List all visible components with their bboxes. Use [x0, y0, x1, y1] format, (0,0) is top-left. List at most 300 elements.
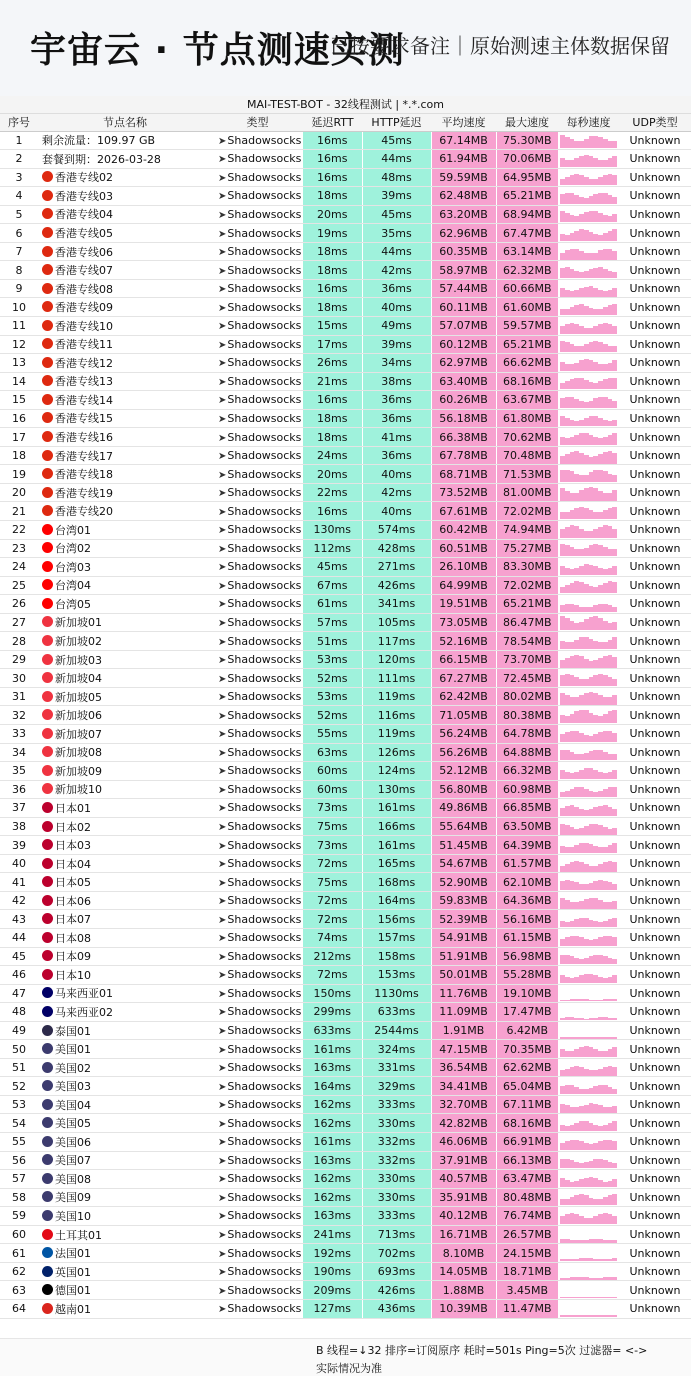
flag-hk-icon — [42, 190, 53, 201]
send-arrow-icon: ➤ — [218, 395, 227, 407]
rtt-latency: 163ms — [303, 1058, 362, 1077]
sparkline-bars — [560, 1004, 617, 1020]
node-name — [38, 1040, 212, 1059]
udp-type: Unknown — [619, 1225, 691, 1244]
udp-type: Unknown — [619, 1077, 691, 1096]
sparkline-bars — [560, 466, 617, 482]
sparkline-bars — [560, 893, 617, 909]
sparkline-bar — [612, 1216, 617, 1224]
node-name — [38, 298, 212, 317]
node-type — [212, 929, 303, 948]
avg-speed: 51.91MB — [431, 947, 496, 966]
send-arrow-icon: ➤ — [218, 896, 227, 908]
rtt-latency: 61ms — [303, 595, 362, 614]
flag-us-icon — [42, 1043, 53, 1054]
flag-de-icon — [42, 1284, 53, 1295]
flag-hk-icon — [42, 394, 53, 405]
node-type-text: Shadowsocks — [227, 949, 302, 963]
rtt-latency: 162ms — [303, 1170, 362, 1189]
node-name — [38, 187, 212, 206]
send-arrow-icon: ➤ — [218, 284, 227, 296]
http-latency: 271ms — [362, 558, 431, 577]
node-type-text: Shadowsocks — [227, 523, 302, 537]
per-second-speed-chart — [558, 799, 619, 818]
avg-speed: 73.05MB — [431, 613, 496, 632]
flag-hk-icon — [42, 264, 53, 275]
sparkline-bar — [612, 1297, 617, 1298]
flag-hk-icon — [42, 208, 53, 219]
rtt-latency: 164ms — [303, 1077, 362, 1096]
max-speed: 67.47MB — [496, 224, 558, 243]
table-row — [0, 650, 691, 669]
rtt-latency: 73ms — [303, 799, 362, 818]
sparkline-bar — [612, 1106, 617, 1112]
rtt-latency: 16ms — [303, 502, 362, 521]
sparkline-bar — [612, 433, 617, 445]
max-speed: 70.35MB — [496, 1040, 558, 1059]
sparkline-bars — [560, 1097, 617, 1113]
node-name — [38, 1262, 212, 1281]
sparkline-bars — [560, 967, 617, 983]
node-name-text: 香港专线20 — [55, 505, 113, 519]
node-name — [38, 762, 212, 781]
table-row — [0, 984, 691, 1003]
row-index: 5 — [0, 205, 38, 224]
node-type — [212, 187, 303, 206]
sparkline-bar — [612, 1277, 617, 1280]
row-index: 14 — [0, 372, 38, 391]
udp-type: Unknown — [619, 1170, 691, 1189]
node-name-text: 日本05 — [55, 876, 91, 890]
node-type — [212, 613, 303, 632]
node-name-text: 日本07 — [55, 913, 91, 927]
udp-type: Unknown — [619, 168, 691, 187]
node-type-text: Shadowsocks — [227, 393, 302, 407]
per-second-speed-chart — [558, 446, 619, 465]
per-second-speed-chart — [558, 1040, 619, 1059]
table-row — [0, 1133, 691, 1152]
rtt-latency: 57ms — [303, 613, 362, 632]
node-type — [212, 632, 303, 651]
sparkline-bars — [560, 652, 617, 668]
http-latency: 40ms — [362, 298, 431, 317]
sparkline-bar — [612, 901, 617, 909]
sparkline-bar — [612, 1121, 617, 1131]
avg-speed: 16.71MB — [431, 1225, 496, 1244]
send-arrow-icon: ➤ — [218, 636, 227, 648]
node-type — [212, 150, 303, 169]
avg-speed: 67.14MB — [431, 131, 496, 150]
max-speed: 62.32MB — [496, 261, 558, 280]
row-index: 29 — [0, 650, 38, 669]
node-name — [38, 1114, 212, 1133]
http-latency: 35ms — [362, 224, 431, 243]
node-name-text: 台湾01 — [55, 523, 91, 537]
sparkline-bars — [560, 503, 617, 519]
node-type-text: Shadowsocks — [227, 1228, 302, 1242]
speed-test-table-container — [0, 96, 691, 1319]
node-name — [38, 391, 212, 410]
node-name-text: 新加坡04 — [55, 672, 102, 686]
node-name — [38, 335, 212, 354]
udp-type: Unknown — [619, 391, 691, 410]
row-index: 6 — [0, 224, 38, 243]
node-name-text: 新加坡09 — [55, 764, 102, 778]
node-name-text: 日本08 — [55, 931, 91, 945]
per-second-speed-chart — [558, 706, 619, 725]
sparkline-bars — [560, 169, 617, 185]
col-header-name: 节点名称 — [38, 114, 212, 131]
avg-speed: 1.91MB — [431, 1021, 496, 1040]
avg-speed: 64.99MB — [431, 576, 496, 595]
sparkline-bar — [612, 288, 617, 296]
row-index: 51 — [0, 1058, 38, 1077]
row-index: 53 — [0, 1095, 38, 1114]
flag-us-icon — [42, 1062, 53, 1073]
node-name — [38, 1244, 212, 1263]
node-type-text: Shadowsocks — [227, 1116, 302, 1130]
send-arrow-icon: ➤ — [218, 376, 227, 388]
table-row — [0, 242, 691, 261]
node-name-text: 新加坡02 — [55, 635, 102, 649]
send-arrow-icon: ➤ — [218, 1081, 227, 1093]
udp-type: Unknown — [619, 1262, 691, 1281]
node-name-text: 台湾05 — [55, 597, 91, 611]
node-name — [38, 1170, 212, 1189]
node-type-text: Shadowsocks — [227, 1098, 302, 1112]
per-second-speed-chart — [558, 780, 619, 799]
http-latency: 116ms — [362, 706, 431, 725]
avg-speed: 56.80MB — [431, 780, 496, 799]
node-name — [38, 150, 212, 169]
sparkline-bar — [612, 175, 617, 185]
avg-speed: 54.67MB — [431, 854, 496, 873]
speed-test-table — [0, 114, 691, 1319]
node-name-text: 美国06 — [55, 1135, 91, 1149]
node-type-text: Shadowsocks — [227, 671, 302, 685]
avg-speed: 63.40MB — [431, 372, 496, 391]
node-type — [212, 409, 303, 428]
http-latency: 39ms — [362, 187, 431, 206]
row-index: 47 — [0, 984, 38, 1003]
http-latency: 48ms — [362, 168, 431, 187]
http-latency: 330ms — [362, 1114, 431, 1133]
node-name-text: 香港专线19 — [55, 486, 113, 500]
rtt-latency: 16ms — [303, 168, 362, 187]
sparkline-bars — [560, 1152, 617, 1168]
row-index: 26 — [0, 595, 38, 614]
max-speed: 86.47MB — [496, 613, 558, 632]
node-type — [212, 1114, 303, 1133]
send-arrow-icon: ➤ — [218, 970, 227, 982]
udp-type: Unknown — [619, 706, 691, 725]
send-arrow-icon: ➤ — [218, 1174, 227, 1186]
sparkline-bars — [560, 744, 617, 760]
node-name — [38, 725, 212, 744]
send-arrow-icon: ➤ — [218, 747, 227, 759]
flag-hk-icon — [42, 375, 53, 386]
http-latency: 120ms — [362, 650, 431, 669]
node-name — [38, 966, 212, 985]
row-index: 57 — [0, 1170, 38, 1189]
http-latency: 165ms — [362, 854, 431, 873]
http-latency: 49ms — [362, 316, 431, 335]
flag-sg-icon — [42, 765, 53, 776]
avg-speed: 55.64MB — [431, 817, 496, 836]
table-row — [0, 1299, 691, 1318]
node-type — [212, 1281, 303, 1300]
flag-sg-icon — [42, 635, 53, 646]
per-second-speed-chart — [558, 613, 619, 632]
per-second-speed-chart — [558, 595, 619, 614]
table-row — [0, 854, 691, 873]
table-row — [0, 1225, 691, 1244]
table-row — [0, 873, 691, 892]
node-name — [38, 910, 212, 929]
sparkline-bars — [560, 1282, 617, 1298]
node-name — [38, 279, 212, 298]
rtt-latency: 18ms — [303, 242, 362, 261]
rtt-latency: 162ms — [303, 1114, 362, 1133]
node-type — [212, 502, 303, 521]
rtt-latency: 75ms — [303, 873, 362, 892]
send-arrow-icon: ➤ — [218, 432, 227, 444]
flag-hk-icon — [42, 320, 53, 331]
node-type-text: Shadowsocks — [227, 207, 302, 221]
row-index: 35 — [0, 762, 38, 781]
node-name — [38, 483, 212, 502]
node-type-text: Shadowsocks — [227, 133, 302, 147]
per-second-speed-chart — [558, 539, 619, 558]
send-arrow-icon: ➤ — [218, 339, 227, 351]
rtt-latency: 72ms — [303, 854, 362, 873]
udp-type: Unknown — [619, 650, 691, 669]
flag-hk-icon — [42, 227, 53, 238]
table-row — [0, 354, 691, 373]
node-name — [38, 687, 212, 706]
node-type — [212, 298, 303, 317]
max-speed: 64.88MB — [496, 743, 558, 762]
row-index: 7 — [0, 242, 38, 261]
per-second-speed-chart — [558, 632, 619, 651]
per-second-speed-chart — [558, 372, 619, 391]
udp-type: Unknown — [619, 446, 691, 465]
node-type-text: Shadowsocks — [227, 782, 302, 796]
per-second-speed-chart — [558, 966, 619, 985]
node-name — [38, 799, 212, 818]
http-latency: 124ms — [362, 762, 431, 781]
node-type — [212, 446, 303, 465]
node-name-text: 香港专线02 — [55, 171, 113, 185]
node-name — [38, 168, 212, 187]
max-speed: 72.02MB — [496, 502, 558, 521]
sparkline-bar — [612, 884, 617, 890]
sparkline-bar — [612, 490, 617, 500]
max-speed: 60.98MB — [496, 780, 558, 799]
rtt-latency: 63ms — [303, 743, 362, 762]
rtt-latency: 15ms — [303, 316, 362, 335]
node-type — [212, 391, 303, 410]
sparkline-bar — [612, 1089, 617, 1095]
flag-vn-icon — [42, 1303, 53, 1314]
node-type-text: Shadowsocks — [227, 411, 302, 425]
sparkline-bar — [612, 1258, 617, 1261]
sparkline-bars — [560, 281, 617, 297]
node-name — [38, 502, 212, 521]
per-second-speed-chart — [558, 817, 619, 836]
sparkline-bar — [612, 809, 617, 816]
avg-speed: 60.11MB — [431, 298, 496, 317]
node-type — [212, 465, 303, 484]
sparkline-bar — [612, 999, 617, 1002]
udp-type: Unknown — [619, 613, 691, 632]
node-type — [212, 483, 303, 502]
http-latency: 130ms — [362, 780, 431, 799]
udp-type: Unknown — [619, 261, 691, 280]
row-index: 33 — [0, 725, 38, 744]
rtt-latency: 192ms — [303, 1244, 362, 1263]
sparkline-bar — [612, 1037, 617, 1038]
row-index: 56 — [0, 1151, 38, 1170]
per-second-speed-chart — [558, 354, 619, 373]
row-index: 1 — [0, 131, 38, 150]
udp-type: Unknown — [619, 1114, 691, 1133]
node-type — [212, 669, 303, 688]
node-type — [212, 1262, 303, 1281]
avg-speed: 49.86MB — [431, 799, 496, 818]
node-name-text: 马来西亚02 — [55, 1005, 113, 1019]
row-index: 62 — [0, 1262, 38, 1281]
udp-type: Unknown — [619, 483, 691, 502]
rtt-latency: 72ms — [303, 966, 362, 985]
avg-speed: 62.96MB — [431, 224, 496, 243]
http-latency: 713ms — [362, 1225, 431, 1244]
col-header-per-second: 每秒速度 — [558, 114, 619, 131]
udp-type: Unknown — [619, 409, 691, 428]
flag-hk-icon — [42, 246, 53, 257]
max-speed: 70.62MB — [496, 428, 558, 447]
max-speed: 80.38MB — [496, 706, 558, 725]
flag-sg-icon — [42, 709, 53, 720]
sparkline-bars — [560, 911, 617, 927]
col-header-udp: UDP类型 — [619, 114, 691, 131]
node-name — [38, 854, 212, 873]
sparkline-bar — [612, 695, 617, 704]
http-latency: 331ms — [362, 1058, 431, 1077]
node-name-text: 新加坡01 — [55, 616, 102, 630]
http-latency: 426ms — [362, 1281, 431, 1300]
row-index: 54 — [0, 1114, 38, 1133]
sparkline-bars — [560, 1171, 617, 1187]
node-type — [212, 706, 303, 725]
sparkline-bar — [612, 304, 617, 315]
node-type-text: Shadowsocks — [227, 1135, 302, 1149]
rtt-latency: 18ms — [303, 261, 362, 280]
sparkline-bars — [560, 132, 617, 148]
row-index: 30 — [0, 669, 38, 688]
node-type — [212, 1021, 303, 1040]
per-second-speed-chart — [558, 650, 619, 669]
sparkline-bar — [612, 401, 617, 408]
row-index: 32 — [0, 706, 38, 725]
col-header-index: 序号 — [0, 114, 38, 131]
node-name-text: 美国10 — [55, 1209, 91, 1223]
udp-type: Unknown — [619, 891, 691, 910]
avg-speed: 67.78MB — [431, 446, 496, 465]
http-latency: 158ms — [362, 947, 431, 966]
table-row — [0, 799, 691, 818]
per-second-speed-chart — [558, 1021, 619, 1040]
row-index: 11 — [0, 316, 38, 335]
flag-us-icon — [42, 1173, 53, 1184]
sparkline-bar — [612, 566, 617, 575]
avg-speed: 37.91MB — [431, 1151, 496, 1170]
table-row — [0, 947, 691, 966]
row-index: 64 — [0, 1299, 38, 1318]
col-header-type: 类型 — [212, 114, 303, 131]
node-type — [212, 131, 303, 150]
node-name — [38, 131, 212, 150]
table-row — [0, 1244, 691, 1263]
table-row — [0, 687, 691, 706]
sparkline-bar — [612, 197, 617, 204]
node-name-text: 日本03 — [55, 839, 91, 853]
node-name-text: 新加坡08 — [55, 746, 102, 760]
max-speed: 72.02MB — [496, 576, 558, 595]
node-name-text: 新加坡06 — [55, 709, 102, 723]
max-speed: 17.47MB — [496, 1003, 558, 1022]
table-row — [0, 1188, 691, 1207]
table-row — [0, 558, 691, 577]
sparkline-bars — [560, 819, 617, 835]
avg-speed: 1.88MB — [431, 1281, 496, 1300]
rtt-latency: 60ms — [303, 780, 362, 799]
send-arrow-icon: ➤ — [218, 766, 227, 778]
max-speed: 63.47MB — [496, 1170, 558, 1189]
send-arrow-icon: ➤ — [218, 784, 227, 796]
node-name — [38, 836, 212, 855]
udp-type: Unknown — [619, 465, 691, 484]
udp-type: Unknown — [619, 947, 691, 966]
send-arrow-icon: ➤ — [218, 1211, 227, 1223]
sparkline-bars — [560, 392, 617, 408]
udp-type: Unknown — [619, 595, 691, 614]
http-latency: 332ms — [362, 1133, 431, 1152]
node-type — [212, 1151, 303, 1170]
node-type-text: Shadowsocks — [227, 467, 302, 481]
send-arrow-icon: ➤ — [218, 859, 227, 871]
node-name-text: 香港专线06 — [55, 245, 113, 259]
node-name — [38, 261, 212, 280]
rtt-latency: 161ms — [303, 1040, 362, 1059]
avg-speed: 40.12MB — [431, 1207, 496, 1226]
node-type-text: Shadowsocks — [227, 801, 302, 815]
flag-tw-icon — [42, 524, 53, 535]
per-second-speed-chart — [558, 576, 619, 595]
avg-speed: 19.51MB — [431, 595, 496, 614]
max-speed: 26.57MB — [496, 1225, 558, 1244]
row-index: 40 — [0, 854, 38, 873]
node-type — [212, 891, 303, 910]
max-speed: 64.78MB — [496, 725, 558, 744]
max-speed: 74.94MB — [496, 520, 558, 539]
max-speed: 80.02MB — [496, 687, 558, 706]
sparkline-bar — [612, 1141, 617, 1150]
col-header-max-speed: 最大速度 — [496, 114, 558, 131]
sparkline-bar — [612, 453, 617, 463]
sparkline-bars — [560, 1189, 617, 1205]
sparkline-bar — [612, 828, 617, 834]
